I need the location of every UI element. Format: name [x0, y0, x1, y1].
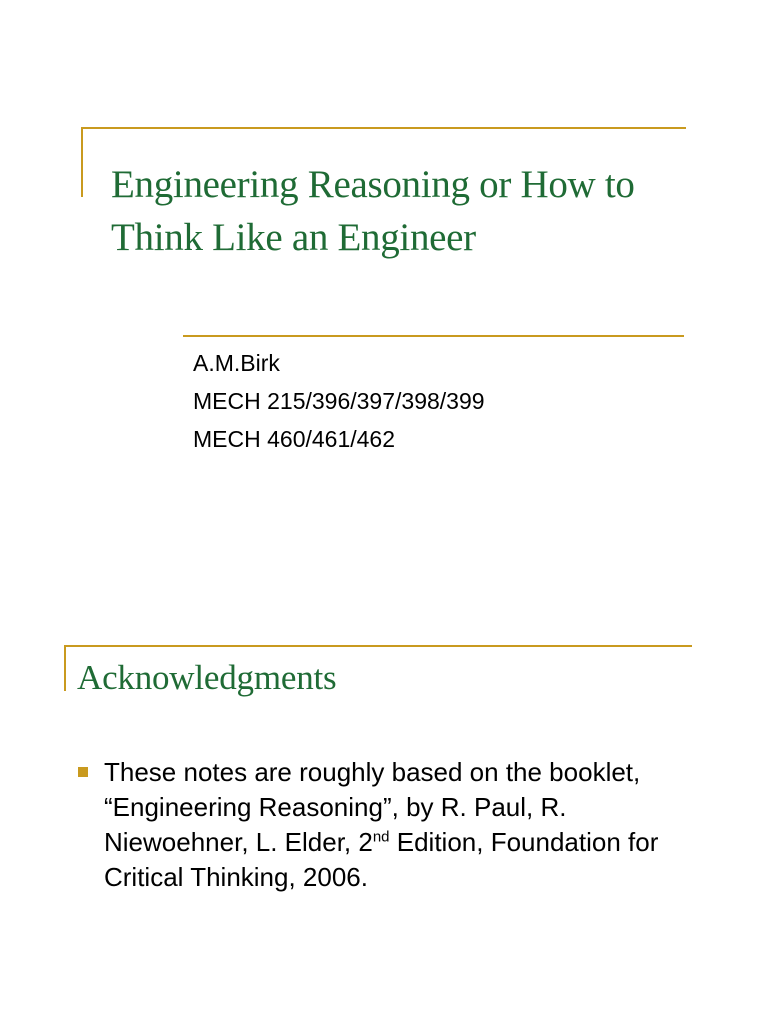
ack-frame-top-rule — [64, 645, 692, 647]
title-frame-left-rule — [81, 127, 83, 197]
ordinal-superscript: nd — [372, 828, 390, 846]
title-frame-top-rule — [82, 127, 686, 129]
bullet-text-rest: Edition, Foundation for Critical Thinking, 2006. — [104, 827, 659, 892]
slide-title: Engineering Reasoning or How to Think Like an Engineer — [111, 163, 635, 259]
subtitle-block — [193, 344, 485, 458]
bullet-text — [104, 755, 684, 895]
course-line-2: MECH 460/461/462 — [193, 426, 396, 452]
author-line: A.M.Birk — [193, 350, 280, 376]
course-line-1: MECH 215/396/397/398/399 — [193, 388, 485, 414]
ack-frame-left-rule — [64, 645, 66, 691]
acknowledgments-title: Acknowledgments — [77, 658, 337, 697]
square-bullet-icon — [78, 767, 88, 777]
acknowledgments-slide — [0, 560, 768, 1024]
bullet-text-main: These notes are roughly based on the booklet, “Engineering Reasoning”, by R. Paul, R. Niewoehner, L. Elder, 2 — [104, 757, 641, 857]
subtitle-rule — [183, 335, 684, 337]
